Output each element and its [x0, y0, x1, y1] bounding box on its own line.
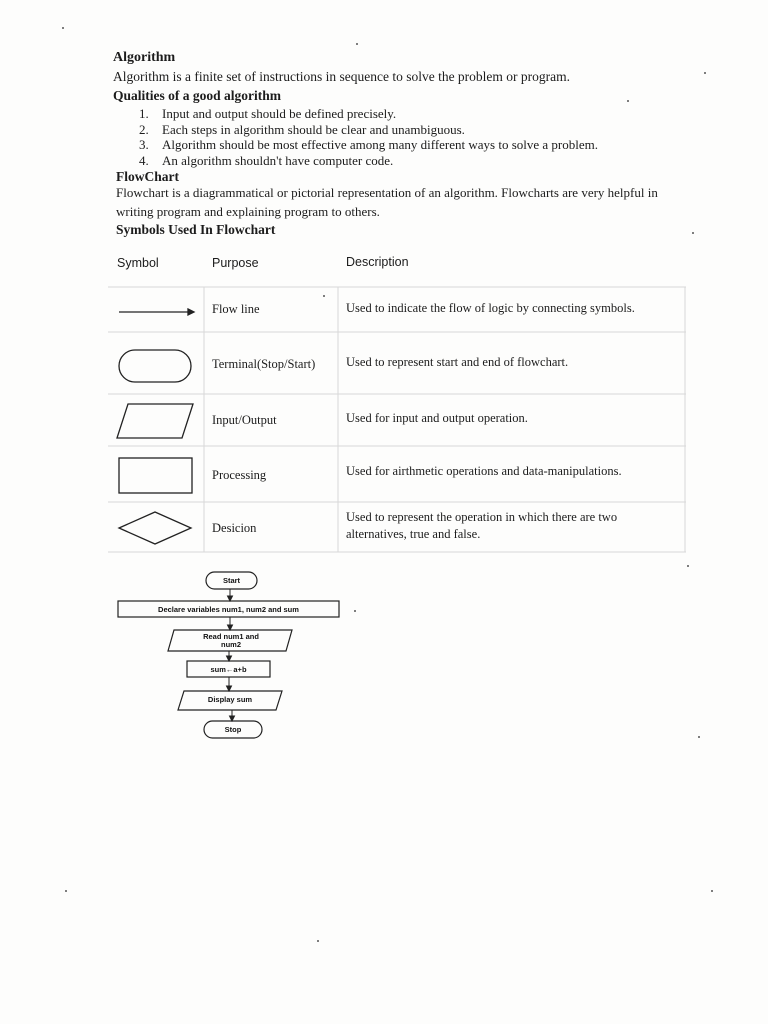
purpose-cell: Processing — [212, 468, 267, 482]
scan-speck — [698, 736, 700, 738]
read-label-line1: Read num1 and — [203, 632, 259, 641]
terminal-oval-icon — [119, 350, 191, 382]
qualities-heading: Qualities of a good algorithm — [113, 88, 281, 103]
stop-label: Stop — [224, 725, 242, 734]
description-cell: Used to represent the operation in which there are two — [346, 510, 618, 524]
scan-speck — [356, 43, 358, 45]
description-cell: Used to indicate the flow of logic by connecting symbols. — [346, 301, 635, 315]
column-header-purpose: Purpose — [212, 256, 259, 270]
read-label-line2: num2 — [220, 640, 241, 649]
purpose-cell: Terminal(Stop/Start) — [212, 357, 316, 371]
flowchart-heading: FlowChart — [116, 169, 179, 184]
display-label: Display sum — [207, 695, 253, 704]
quality-item-number: 3. — [139, 137, 149, 152]
flow-line-arrow-icon — [119, 309, 194, 315]
quality-item-number: 1. — [139, 106, 149, 121]
column-header-symbol: Symbol — [117, 256, 159, 270]
symbols-heading: Symbols Used In Flowchart — [116, 222, 276, 237]
parallelogram-icon — [117, 404, 193, 438]
flowchart-diagram — [112, 568, 372, 748]
algorithm-heading: Algorithm — [113, 50, 176, 65]
column-header-description: Description — [346, 255, 409, 269]
quality-item: Input and output should be defined precisely. — [162, 106, 397, 121]
scan-speck — [627, 100, 629, 102]
example-flowchart — [112, 568, 372, 748]
scan-speck — [692, 232, 694, 234]
symbols-table — [108, 244, 686, 554]
flowchart-definition-line1: Flowchart is a diagrammatical or pictorial representation of an algorithm. Flowcharts are very helpful in — [116, 185, 658, 200]
rectangle-icon — [119, 458, 192, 493]
scan-speck — [711, 890, 713, 892]
scan-speck — [62, 27, 64, 29]
purpose-cell: Desicion — [212, 521, 257, 535]
flowchart-definition-line2: writing program and explaining program to others. — [116, 204, 380, 219]
description-cell: Used to represent start and end of flowchart. — [346, 355, 569, 369]
quality-item: Algorithm should be most effective among many different ways to solve a problem. — [162, 137, 599, 152]
description-cell: Used for airthmetic operations and data-manipulations. — [346, 464, 622, 478]
sum-label: sum←a+b — [210, 665, 247, 674]
table-grid-and-symbols — [108, 244, 686, 554]
scan-speck — [317, 940, 319, 942]
algorithm-definition: Algorithm is a finite set of instructions in sequence to solve the problem or program. — [113, 69, 571, 84]
quality-item: Each steps in algorithm should be clear and unambiguous. — [162, 122, 465, 137]
description-cell: alternatives, true and false. — [346, 527, 481, 541]
start-label: Start — [222, 576, 241, 585]
quality-item: An algorithm shouldn't have computer code. — [162, 153, 394, 168]
quality-item-number: 2. — [139, 122, 149, 137]
scan-speck — [323, 295, 325, 297]
description-cell: Used for input and output operation. — [346, 411, 528, 425]
scan-speck — [65, 890, 67, 892]
scan-speck — [354, 610, 356, 612]
diamond-icon — [119, 512, 191, 544]
purpose-cell: Flow line — [212, 302, 260, 316]
scan-speck — [687, 565, 689, 567]
quality-item-number: 4. — [139, 153, 149, 168]
declare-label: Declare variables num1, num2 and sum — [158, 605, 299, 614]
purpose-cell: Input/Output — [212, 413, 277, 427]
scan-speck — [704, 72, 706, 74]
